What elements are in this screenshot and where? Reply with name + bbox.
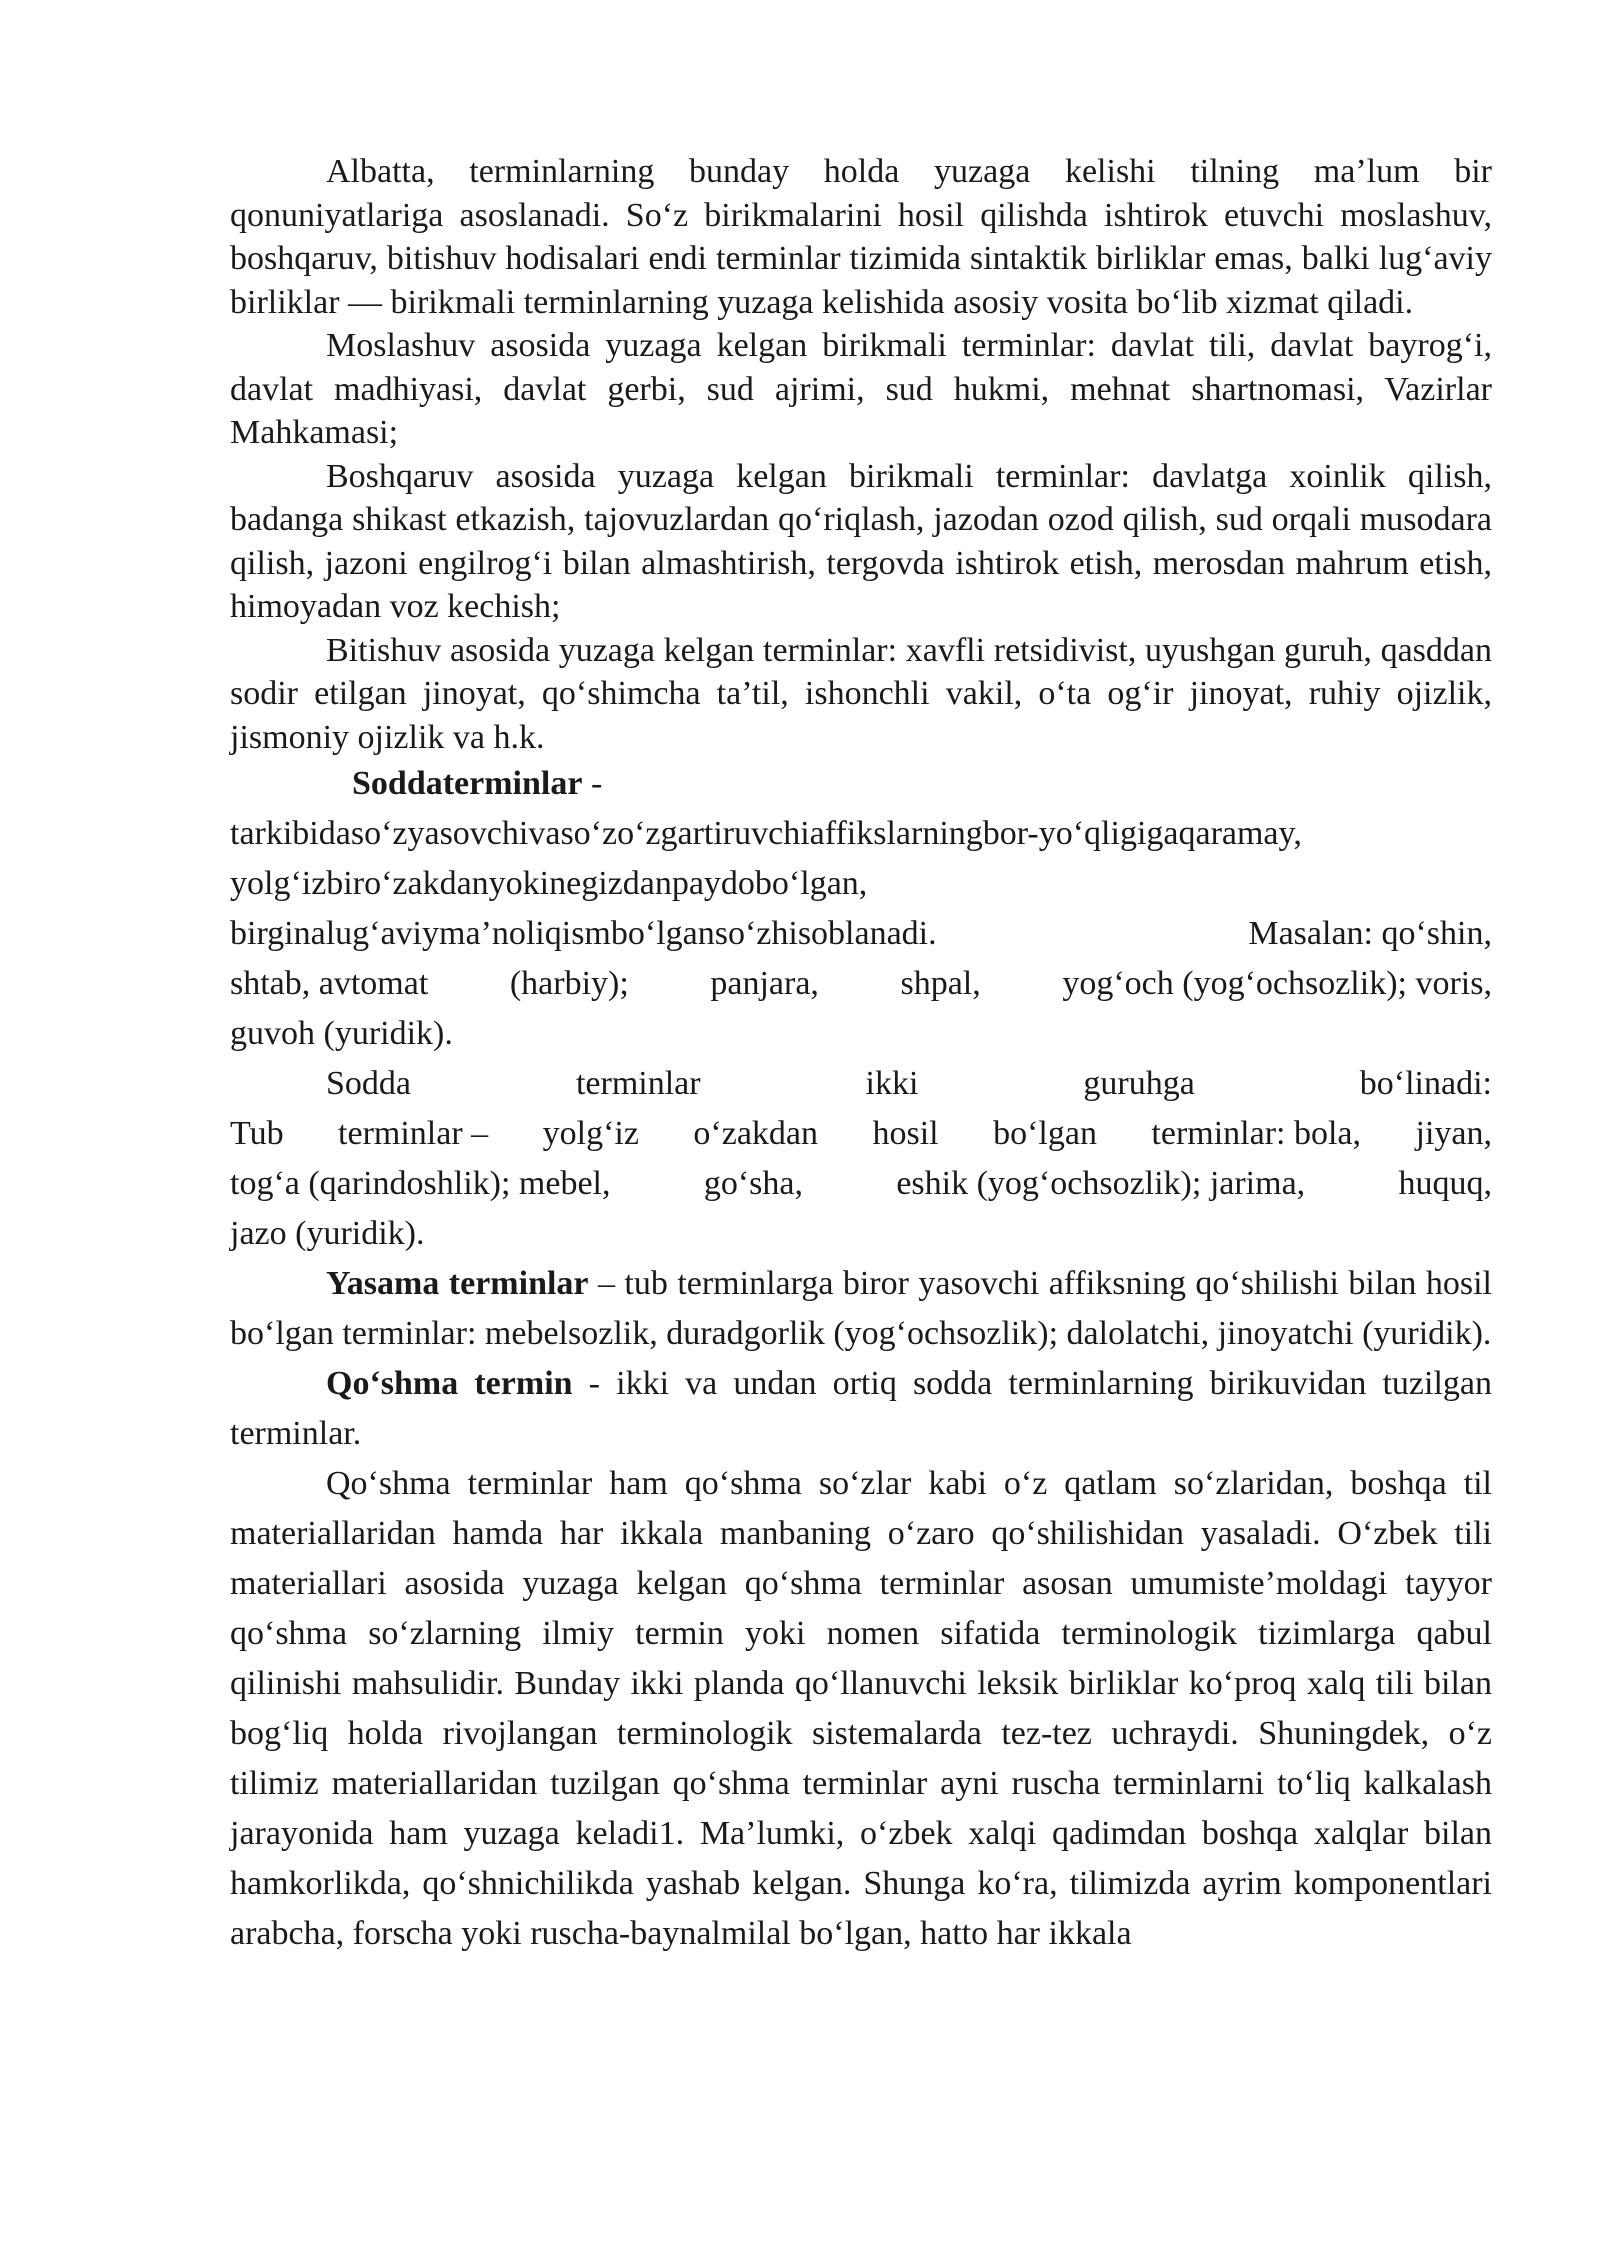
- groups-line-2-word: jiyan,: [1415, 1115, 1492, 1152]
- groups-line-3-word: huquq,: [1398, 1165, 1492, 1202]
- paragraph-yasama: [230, 1259, 1492, 1359]
- sodda-line-4: [230, 959, 1492, 1009]
- groups-line-2-word: terminlar –: [338, 1115, 489, 1152]
- paragraph-qoshma: [230, 1359, 1492, 1459]
- groups-line-1-word: guruhga: [1083, 1065, 1195, 1102]
- groups-line-2-word: o‘zakdan: [693, 1115, 819, 1152]
- section-sodda-terminlar: [230, 759, 1492, 1059]
- sodda-dash: -: [582, 765, 603, 802]
- groups-line-2-word: bo‘lgan: [993, 1115, 1097, 1152]
- sodda-line-4-word: (harbiy);: [509, 965, 629, 1002]
- groups-line-1-word: bo‘linadi:: [1359, 1065, 1492, 1102]
- groups-line-1-word: Sodda: [326, 1065, 411, 1102]
- groups-line-3-word: tog‘a (qarindoshlik); mebel,: [230, 1165, 611, 1202]
- sodda-line-3: [230, 909, 1492, 959]
- document-page: [230, 150, 1492, 1959]
- groups-line-3: [230, 1159, 1492, 1209]
- paragraph-boshqaruv: Boshqaruv asosida yuzaga kelgan birikmali terminlar: davlatga xoinlik qilish, badanga shikast etkazish, tajovuzlardan qo‘riqlash, jazodan ozod qilish, sud orqali musodara qilish, jazoni engilrog‘i bilan almashtirish, tergovda ishtirok etish, merosdan mahrum etish, himoyadan voz kechish;: [230, 457, 1492, 625]
- sodda-line-4-word: shtab, avtomat: [230, 965, 429, 1002]
- groups-line-1-word: terminlar: [575, 1065, 701, 1102]
- paragraph-intro: Albatta, terminlarning bunday holda yuzaga kelishi tilning ma’lum bir qonuniyatlariga asoslanadi. So‘z birikmalarini hosil qilishda ishtirok etuvchi moslashuv, boshqaruv, bitishuv hodisalari endi terminlar tizimida sintaktik birliklar emas, balki lug‘aviy birliklar — birikmali terminlarning yuzaga kelishida asosiy vosita bo‘lib xizmat qiladi.: [230, 153, 1492, 321]
- section-groups: [230, 1059, 1492, 1259]
- paragraph-qoshma-terminlar: Qo‘shma terminlar ham qo‘shma so‘zlar kabi o‘z qatlam so‘zlaridan, boshqa til materiallaridan hamda har ikkala manbaning o‘zaro qo‘shilishidan yasaladi. O‘zbek tili materiallari asosida yuzaga kelgan qo‘shma terminlar asosan umumiste’moldagi tayyor qo‘shma so‘zlarning ilmiy termin yoki nomen sifatida terminologik tizimlarga qabul qilinishi mahsulidir. Bunday ikki planda qo‘llanuvchi leksik birliklar ko‘proq xalq tili bilan bog‘liq holda rivojlangan terminologik sistemalarda tez-tez uchraydi. Shuningdek, o‘z tilimiz materiallaridan tuzilgan qo‘shma terminlar ayni ruscha terminlarni to‘liq kalkalash jarayonida ham yuzaga keladi1. Ma’lumki, o‘zbek xalqi qadimdan boshqa xalqlar bilan hamkorlikda, qo‘shnichilikda yashab kelgan. Shunga ko‘ra, tilimizda ayrim komponentlari arabcha, forscha yoki ruscha-baynalmilal bo‘lgan, hatto har ikkala: [230, 1465, 1492, 1952]
- groups-line-2-word: Tub: [230, 1115, 284, 1152]
- groups-line-2-word: yolg‘iz: [542, 1115, 639, 1152]
- groups-line-4: jazo (yuridik).: [230, 1215, 425, 1252]
- groups-line-2: [230, 1109, 1492, 1159]
- sodda-heading: [230, 759, 1492, 809]
- sodda-line-2: yolg‘izbiro‘zakdanyokinegizdanpaydobo‘lgan,: [230, 865, 868, 902]
- groups-line-1-word: ikki: [865, 1065, 919, 1102]
- sodda-line-4-word: panjara,: [710, 965, 819, 1002]
- groups-line-2-word: terminlar: bola,: [1151, 1115, 1362, 1152]
- paragraph-bitishuv: Bitishuv asosida yuzaga kelgan terminlar: xavfli retsidivist, uyushgan guruh, qasddan sodir etilgan jinoyat, qo‘shimcha ta’til, ishonchli vakil, o‘ta og‘ir jinoyat, ruhiy ojizlik, jismoniy ojizlik va h.k.: [230, 631, 1492, 756]
- sodda-term: Soddaterminlar: [352, 765, 583, 802]
- qoshma-term: Qo‘shma termin: [326, 1365, 573, 1402]
- groups-line-3-word: go‘sha,: [703, 1165, 803, 1202]
- yasama-text: – tub terminlarga biror yasovchi affiksning qo‘shilishi bilan hosil bo‘lgan terminlar: mebelsozlik, duradgorlik (yog‘ochsozlik); dalolatchi, jinoyatchi (yuridik).: [230, 1265, 1492, 1352]
- sodda-line-3-right: Masalan: qo‘shin,: [1248, 915, 1492, 952]
- sodda-line-3-left: birginalug‘aviyma’noliqismbo‘lganso‘zhisoblanadi.: [230, 915, 937, 952]
- yasama-term: Yasama terminlar: [326, 1265, 589, 1302]
- sodda-line-1: tarkibidaso‘zyasovchivaso‘zo‘zgartiruvchiaffikslarningbor-yo‘qligigaqaramay,: [230, 815, 1302, 852]
- groups-line-2-word: hosil: [872, 1115, 939, 1152]
- groups-line-3-word: eshik (yog‘ochsozlik); jarima,: [896, 1165, 1306, 1202]
- sodda-line-5: guvoh (yuridik).: [230, 1015, 453, 1052]
- qoshma-text: - ikki va undan ortiq sodda terminlarning birikuvidan tuzilgan terminlar.: [230, 1365, 1492, 1452]
- groups-line-1: [230, 1059, 1492, 1109]
- sodda-line-4-word: yog‘och (yog‘ochsozlik); voris,: [1062, 965, 1492, 1002]
- paragraph-moslashuv: Moslashuv asosida yuzaga kelgan birikmali terminlar: davlat tili, davlat bayrog‘i, davlat madhiyasi, davlat gerbi, sud ajrimi, sud hukmi, mehnat shartnomasi, Vazirlar Mahkamasi;: [230, 327, 1492, 451]
- sodda-line-4-word: shpal,: [900, 965, 981, 1002]
